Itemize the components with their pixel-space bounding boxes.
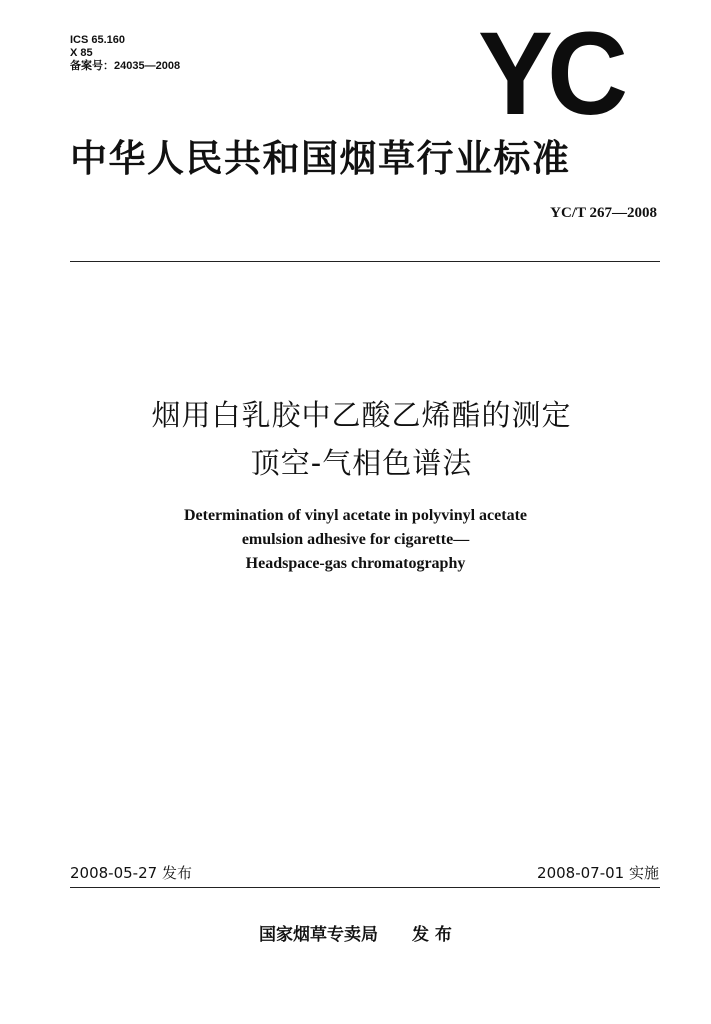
document-title-cn-line2: 顶空-气相色谱法 xyxy=(250,446,473,480)
publisher-line xyxy=(259,924,452,946)
document-title-en xyxy=(0,504,711,576)
classification-block xyxy=(70,34,180,73)
document-title-cn-line1: 烟用白乳胶中乙酸乙烯酯的测定 xyxy=(151,398,572,432)
record-number: 备案号：24035—2008 xyxy=(70,60,181,72)
footer-divider xyxy=(70,887,660,888)
standard-number: YC/T 267—2008 xyxy=(550,205,657,221)
ics-code: ICS 65.160 xyxy=(70,34,126,46)
issue-date: 2008-05-27 发布 xyxy=(70,864,192,882)
document-title-en-line3: Headspace-gas chromatography xyxy=(245,555,466,572)
publisher-name: 国家烟草专卖局 xyxy=(259,925,378,945)
header-divider xyxy=(70,261,660,262)
standard-title: 中华人民共和国烟草行业标准 xyxy=(70,137,571,180)
publish-action: 发 布 xyxy=(412,925,452,945)
implementation-date: 2008-07-01 实施 xyxy=(537,864,659,882)
class-code: X 85 xyxy=(70,47,93,59)
yc-logo: YC xyxy=(478,8,623,140)
document-title-en-line1: Determination of vinyl acetate in polyvinyl acetate xyxy=(183,507,528,524)
document-title-en-line2: emulsion adhesive for cigarette— xyxy=(241,531,470,548)
